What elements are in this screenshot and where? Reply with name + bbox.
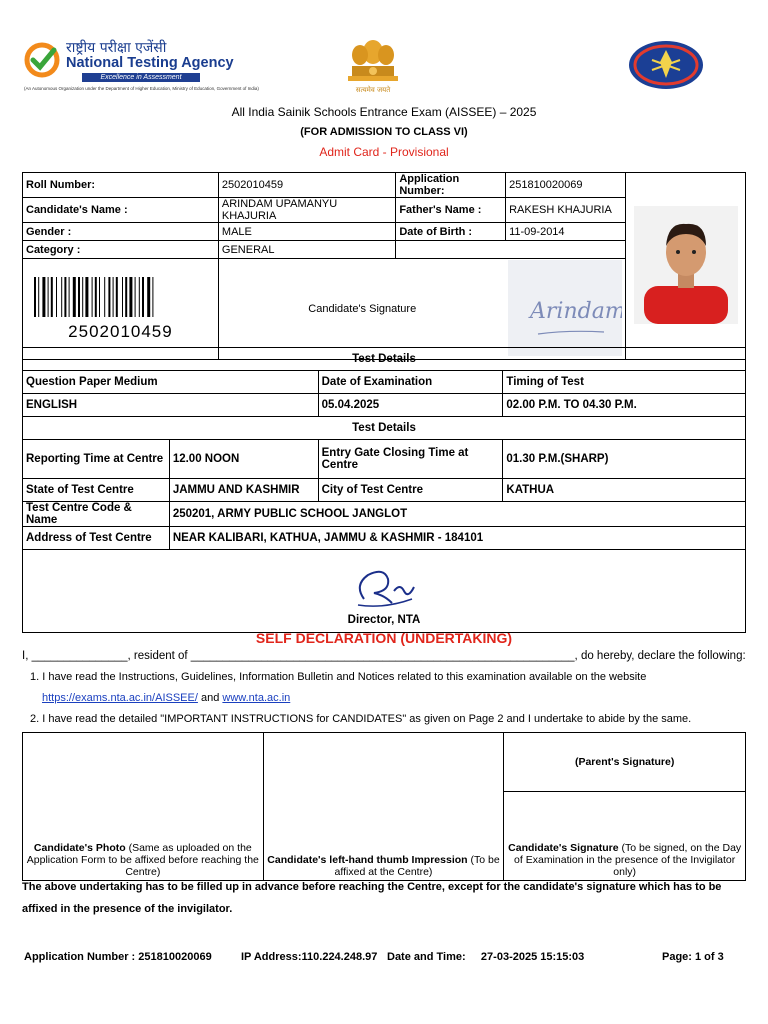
gender-value: MALE (218, 223, 395, 241)
declaration-item-2: 2. I have read the detailed "IMPORTANT INSTRUCTIONS for CANDIDATES" as given on Page 2 and I undertake to abide by the same. (30, 713, 692, 725)
signature-scribble: Arindam (530, 298, 623, 324)
dob-label: Date of Birth : (396, 223, 506, 241)
barcode-bar (34, 277, 36, 317)
barcode-bar (69, 277, 70, 317)
sainik-crest-icon (628, 40, 704, 90)
aissee-link[interactable]: https://exams.nta.ac.in/AISSEE/ (42, 692, 198, 704)
category-value: GENERAL (218, 241, 395, 259)
declaration-links (42, 692, 290, 704)
sainik-school-logo (628, 40, 704, 90)
director-signature-cell (23, 550, 746, 633)
footer-ip-address: IP Address:110.224.248.97 (241, 951, 378, 963)
nta-tagline: Excellence in Assessment (82, 73, 200, 82)
barcode-bar (83, 277, 84, 317)
centre-code-label: Test Centre Code & Name (23, 502, 170, 527)
barcode-bar (48, 277, 49, 317)
nta-subtext: (An Autonomous Organization under the Department of Higher Education, Ministry of Education, Government of India) (24, 86, 259, 91)
barcode-bar (113, 277, 114, 317)
photo-box-title: Candidate's Photo (33, 842, 126, 854)
city-value: KATHUA (503, 479, 746, 502)
barcode-bar (78, 277, 80, 317)
reporting-time-label: Reporting Time at Centre (23, 440, 170, 479)
address-label: Address of Test Centre (23, 527, 170, 550)
exam-title: All India Sainik Schools Entrance Exam (AISSEE) – 2025 (231, 105, 537, 119)
signature-cell (506, 259, 626, 360)
declaration-item-1: 1. I have read the Instructions, Guidelines, Information Bulletin and Notices related to this examination available on the website (30, 671, 647, 683)
centre-code-value: 250201, ARMY PUBLIC SCHOOL JANGLOT (169, 502, 745, 527)
nta-english-name: National Testing Agency (66, 55, 234, 71)
test-details-heading: Test Details (23, 348, 746, 371)
gender-label: Gender : (23, 223, 219, 241)
barcode-bar (92, 277, 93, 317)
address-value: NEAR KALIBARI, KATHUA, JAMMU & KASHMIR - 184101 (169, 527, 745, 550)
barcode-cell (23, 259, 219, 360)
thumb-box-title: Candidate's left-hand thumb Impression (267, 854, 468, 866)
candidate-photo (634, 206, 738, 324)
declaration-line: I, _______________, resident of ____________________________________________________________, do hereby, declare the following: (22, 650, 746, 662)
barcode-bar (86, 277, 89, 317)
barcode-bar (148, 277, 151, 317)
test-timing-value: 02.00 P.M. TO 04.30 P.M. (503, 394, 746, 417)
gate-closing-value: 01.30 P.M.(SHARP) (503, 440, 746, 479)
barcode-bar (130, 277, 133, 317)
dob-value: 11-09-2014 (506, 223, 626, 241)
barcode-bar (116, 277, 118, 317)
roll-number-value: 2502010459 (218, 173, 395, 198)
footer-application-number: Application Number : 251810020069 (24, 951, 212, 963)
thumb-box-note: (To be affixed at the Centre) (334, 854, 500, 878)
test-details-heading-2: Test Details (23, 417, 746, 440)
test-timing-label: Timing of Test (503, 371, 746, 394)
candidate-signature-image (508, 260, 622, 356)
city-label: City of Test Centre (318, 479, 503, 502)
barcode-bar (39, 277, 40, 317)
ashoka-emblem-icon (338, 38, 408, 86)
barcode-bar (73, 277, 76, 317)
barcode-bar (139, 277, 140, 317)
medium-label: Question Paper Medium (23, 371, 319, 394)
application-number-label: Application Number: (396, 173, 506, 198)
sig-box-note: (To be signed, on the Day of Examination in the presence of the Invigilator only) (514, 842, 742, 878)
undertaking-table (22, 732, 746, 881)
national-emblem (338, 38, 408, 96)
candidate-name-label: Candidate's Name : (23, 198, 219, 223)
nta-hindi-name: राष्ट्रीय परीक्षा एजेंसी (66, 40, 167, 56)
barcode-bar (51, 277, 53, 317)
director-label: Director, NTA (347, 614, 421, 626)
barcode-bar (65, 277, 67, 317)
candidate-details-table (22, 172, 746, 360)
gate-closing-label: Entry Gate Closing Time at Centre (318, 440, 503, 479)
parent-signature-box: (Parent's Signature) (504, 733, 746, 792)
nta-logo (24, 38, 264, 98)
sig-box-title: Candidate's Signature (508, 842, 619, 854)
card-type: Admit Card - Provisional (319, 145, 449, 159)
candidate-photo-cell (626, 173, 746, 360)
barcode-bar (105, 277, 106, 317)
candidate-photo-box (23, 733, 264, 881)
nta-link[interactable]: www.nta.ac.in (222, 692, 291, 704)
signature-label: Candidate's Signature (218, 259, 505, 360)
thumb-impression-box (263, 733, 504, 881)
and-text: and (197, 692, 223, 704)
footer-page-number: Page: 1 of 3 (662, 951, 724, 963)
emblem-motto: सत्यमेव जयते (355, 86, 391, 94)
test-details-table (22, 347, 746, 633)
barcode-bar (56, 277, 57, 317)
barcode-bar (135, 277, 136, 317)
father-name-value: RAKESH KHAJURIA (506, 198, 626, 223)
director-signature-image (344, 565, 424, 611)
exam-date-value: 05.04.2025 (318, 394, 503, 417)
undertaking-note: The above undertaking has to be filled up in advance before reaching the Centre, except for the candidate's signature which has to be affixed in the presence of the invigilator. (22, 881, 722, 915)
barcode-bar (43, 277, 46, 317)
barcode-bar (126, 277, 128, 317)
barcode-bar (95, 277, 97, 317)
reporting-time-value: 12.00 NOON (169, 440, 318, 479)
father-name-label: Father's Name : (396, 198, 506, 223)
self-declaration-title: SELF DECLARATION (UNDERTAKING) (255, 630, 513, 646)
barcode-bar (142, 277, 144, 317)
photo-box-note: (Same as uploaded on the Application Form to be affixed before reaching the Centre) (26, 842, 259, 878)
barcode (34, 277, 206, 317)
candidate-name-value: ARINDAM UPAMANYU KHAJURIA (218, 198, 395, 223)
barcode-number: 2502010459 (68, 321, 173, 341)
barcode-bar (153, 277, 154, 317)
candidate-signature-box (504, 792, 746, 881)
medium-value: ENGLISH (23, 394, 319, 417)
roll-number-label: Roll Number: (23, 173, 219, 198)
nta-checkmark-icon (24, 42, 60, 78)
exam-date-label: Date of Examination (318, 371, 503, 394)
barcode-bar (122, 277, 123, 317)
barcode-bar (62, 277, 63, 317)
footer-datetime: Date and Time: 27-03-2025 15:15:03 (387, 951, 585, 963)
state-value: JAMMU AND KASHMIR (169, 479, 318, 502)
barcode-bar (109, 277, 111, 317)
admission-subtitle: (FOR ADMISSION TO CLASS VI) (300, 126, 468, 138)
application-number-value: 251810020069 (506, 173, 626, 198)
state-label: State of Test Centre (23, 479, 170, 502)
barcode-bar (99, 277, 100, 317)
category-label: Category : (23, 241, 219, 259)
